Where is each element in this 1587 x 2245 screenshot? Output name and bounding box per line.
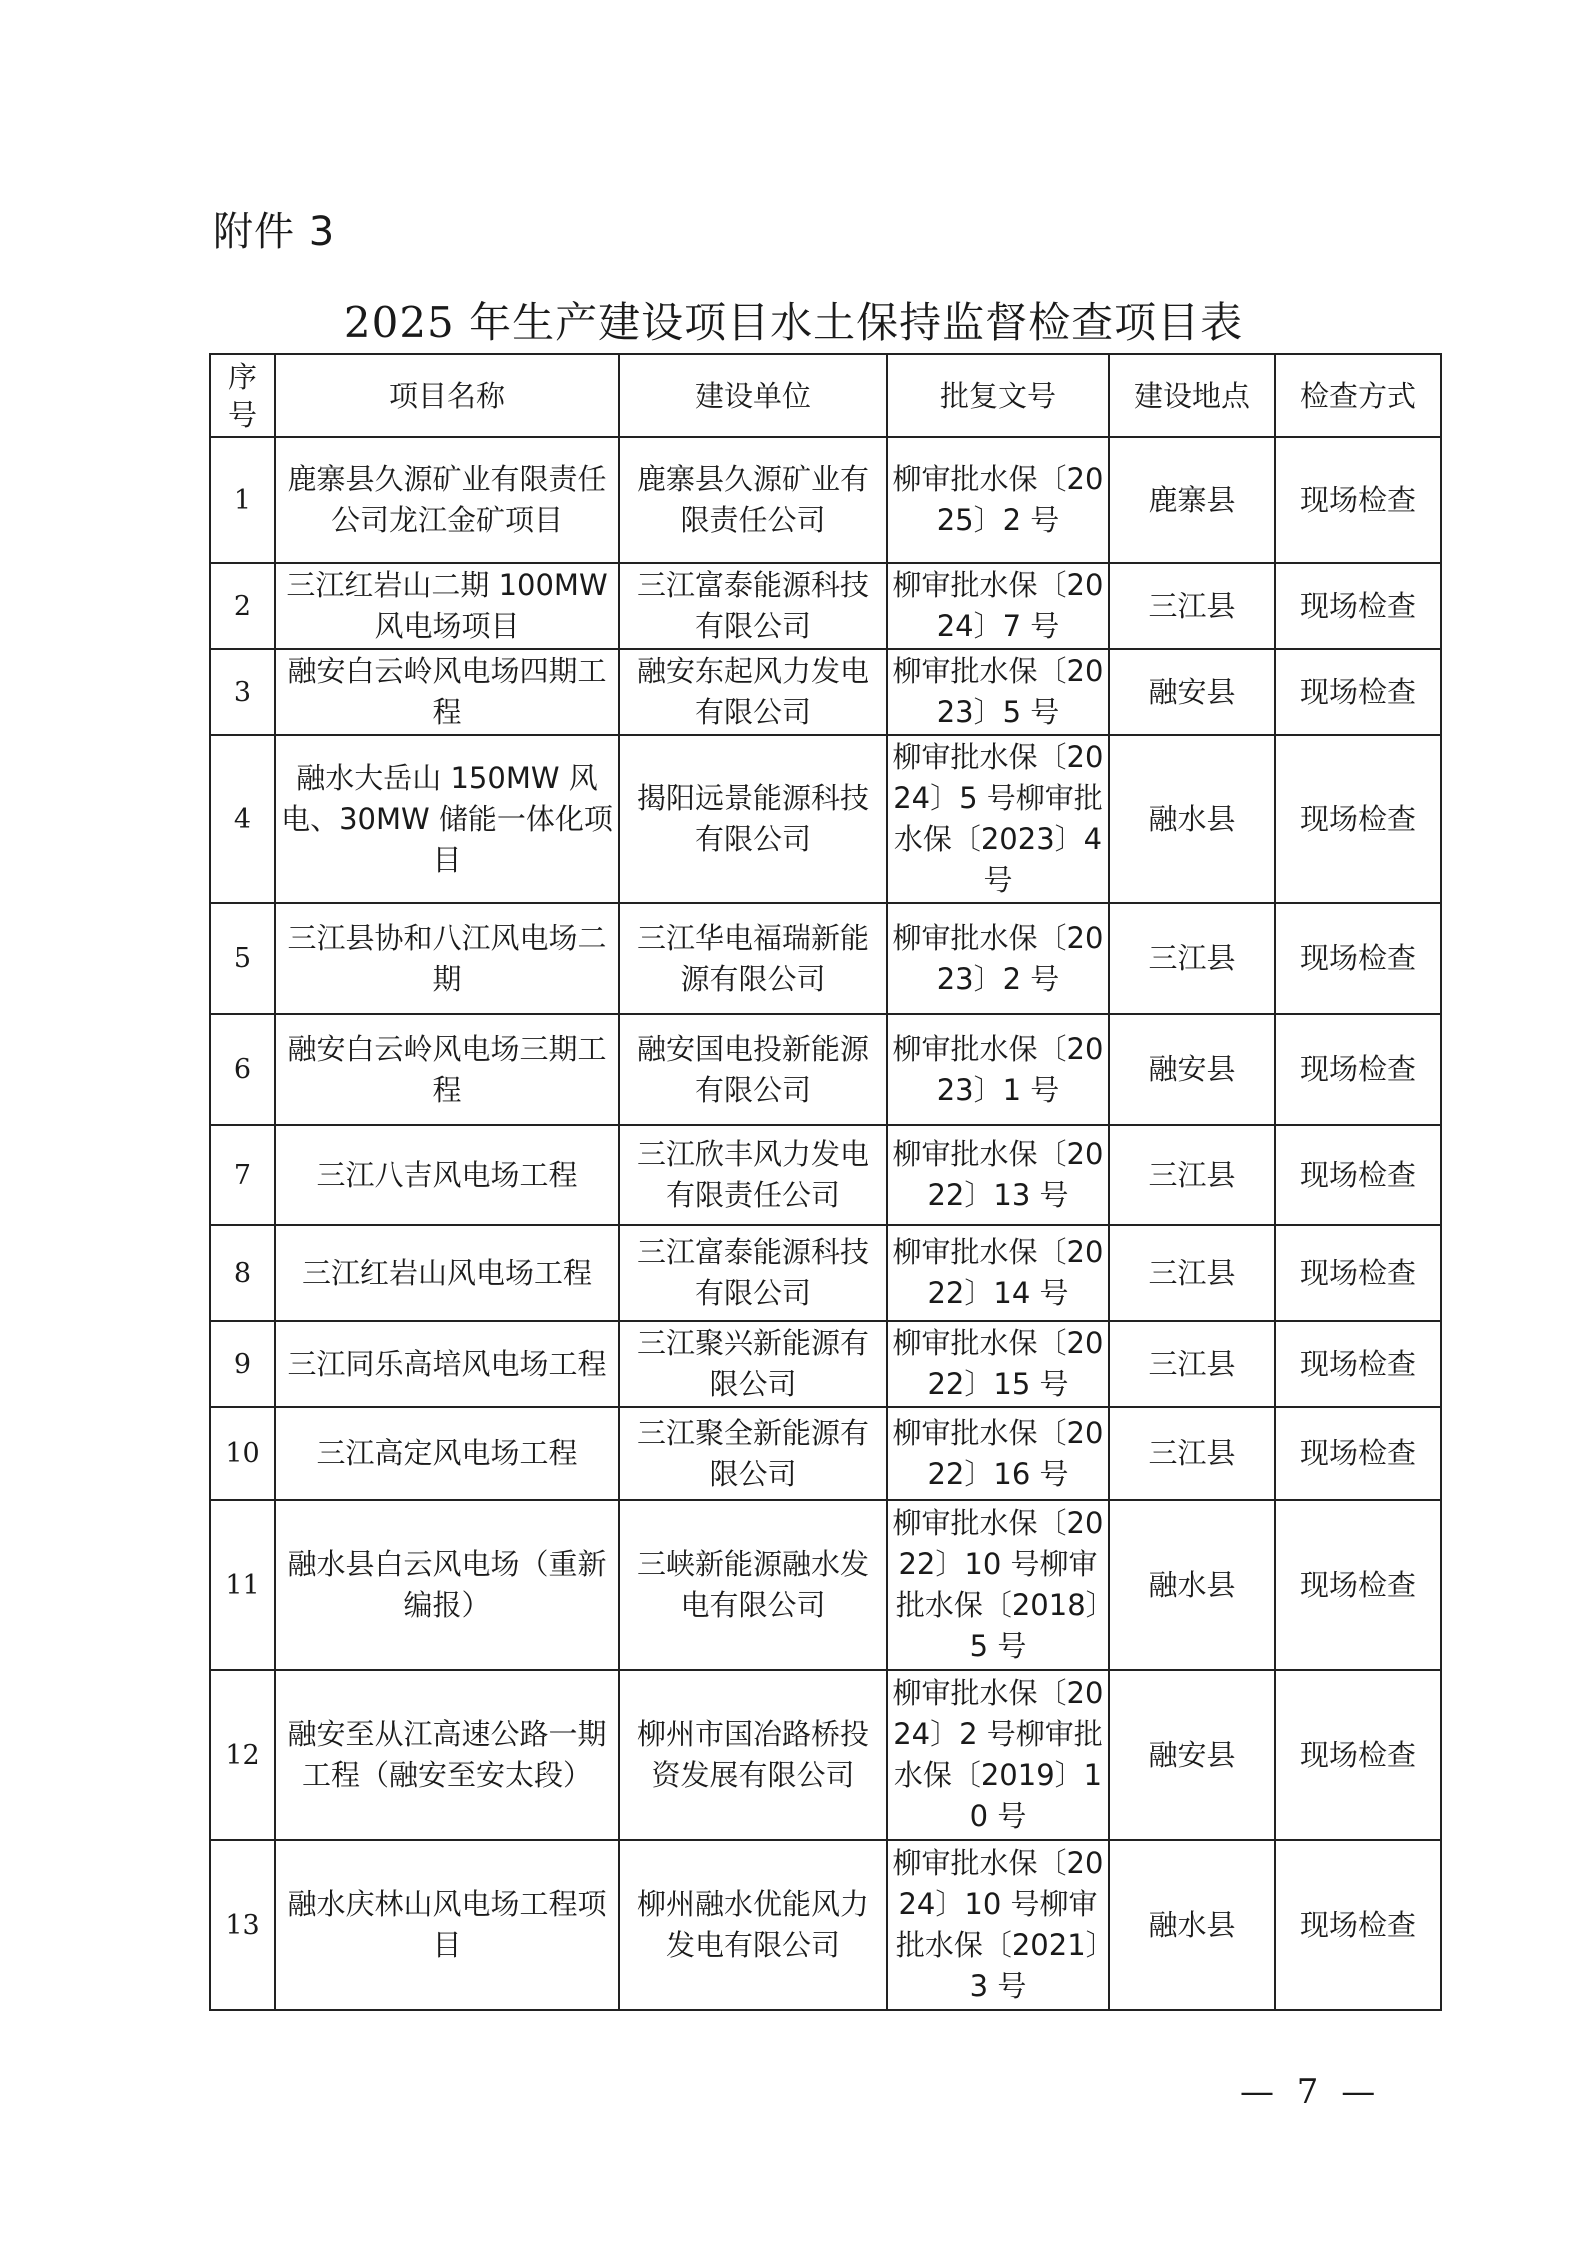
page-number: — 7 — bbox=[1240, 2072, 1382, 2112]
table-row bbox=[210, 563, 1441, 649]
row-location: 融安县 bbox=[1109, 649, 1275, 735]
header-construction-unit: 建设单位 bbox=[619, 354, 887, 437]
row-no: 3 bbox=[210, 649, 275, 735]
row-inspection-method: 现场检查 bbox=[1275, 903, 1441, 1014]
row-construction-unit: 三江华电福瑞新能源有限公司 bbox=[619, 903, 887, 1014]
row-inspection-method: 现场检查 bbox=[1275, 1840, 1441, 2010]
row-inspection-method: 现场检查 bbox=[1275, 1670, 1441, 1840]
row-project-name: 融安白云岭风电场四期工程 bbox=[275, 649, 619, 735]
table-row bbox=[210, 1014, 1441, 1125]
table-row bbox=[210, 649, 1441, 735]
row-inspection-method: 现场检查 bbox=[1275, 1500, 1441, 1670]
row-inspection-method: 现场检查 bbox=[1275, 1321, 1441, 1407]
row-location: 融安县 bbox=[1109, 1670, 1275, 1840]
row-approval-number: 柳审批水保〔2022〕15 号 bbox=[887, 1321, 1109, 1407]
header-project-name: 项目名称 bbox=[275, 354, 619, 437]
row-construction-unit: 鹿寨县久源矿业有限责任公司 bbox=[619, 437, 887, 563]
row-construction-unit: 三江欣丰风力发电有限责任公司 bbox=[619, 1125, 887, 1225]
row-approval-number: 柳审批水保〔2023〕2 号 bbox=[887, 903, 1109, 1014]
row-project-name: 融安白云岭风电场三期工程 bbox=[275, 1014, 619, 1125]
table-row bbox=[210, 1125, 1441, 1225]
row-construction-unit: 三江富泰能源科技有限公司 bbox=[619, 1225, 887, 1321]
row-no: 7 bbox=[210, 1125, 275, 1225]
attachment-label: 附件 3 bbox=[213, 209, 336, 255]
header-inspection-method: 检查方式 bbox=[1275, 354, 1441, 437]
row-project-name: 三江高定风电场工程 bbox=[275, 1407, 619, 1500]
row-no: 4 bbox=[210, 735, 275, 903]
row-location: 三江县 bbox=[1109, 1321, 1275, 1407]
row-construction-unit: 柳州市国冶路桥投资发展有限公司 bbox=[619, 1670, 887, 1840]
row-no: 5 bbox=[210, 903, 275, 1014]
row-project-name: 融水大岳山 150MW 风电、30MW 储能一体化项目 bbox=[275, 735, 619, 903]
row-location: 融水县 bbox=[1109, 735, 1275, 903]
row-inspection-method: 现场检查 bbox=[1275, 1407, 1441, 1500]
row-project-name: 三江红岩山风电场工程 bbox=[275, 1225, 619, 1321]
header-approval-number: 批复文号 bbox=[887, 354, 1109, 437]
table-row bbox=[210, 1407, 1441, 1500]
row-construction-unit: 三江富泰能源科技有限公司 bbox=[619, 563, 887, 649]
row-approval-number: 柳审批水保〔2024〕7 号 bbox=[887, 563, 1109, 649]
table-row bbox=[210, 1225, 1441, 1321]
row-location: 融水县 bbox=[1109, 1840, 1275, 2010]
document-title: 2025 年生产建设项目水土保持监督检查项目表 bbox=[343, 298, 1244, 347]
header-no: 序号 bbox=[210, 354, 275, 437]
row-inspection-method: 现场检查 bbox=[1275, 437, 1441, 563]
row-inspection-method: 现场检查 bbox=[1275, 735, 1441, 903]
table-header-row bbox=[210, 354, 1441, 437]
row-location: 融安县 bbox=[1109, 1014, 1275, 1125]
row-approval-number: 柳审批水保〔2025〕2 号 bbox=[887, 437, 1109, 563]
row-construction-unit: 融安国电投新能源有限公司 bbox=[619, 1014, 887, 1125]
row-approval-number: 柳审批水保〔2022〕10 号柳审批水保〔2018〕5 号 bbox=[887, 1500, 1109, 1670]
project-table bbox=[209, 353, 1442, 2011]
row-location: 三江县 bbox=[1109, 903, 1275, 1014]
row-location: 鹿寨县 bbox=[1109, 437, 1275, 563]
row-no: 6 bbox=[210, 1014, 275, 1125]
row-approval-number: 柳审批水保〔2022〕16 号 bbox=[887, 1407, 1109, 1500]
row-project-name: 三江红岩山二期 100MW 风电场项目 bbox=[275, 563, 619, 649]
row-location: 三江县 bbox=[1109, 1225, 1275, 1321]
row-project-name: 三江八吉风电场工程 bbox=[275, 1125, 619, 1225]
row-location: 三江县 bbox=[1109, 1407, 1275, 1500]
row-approval-number: 柳审批水保〔2022〕14 号 bbox=[887, 1225, 1109, 1321]
row-no: 12 bbox=[210, 1670, 275, 1840]
table-row bbox=[210, 1670, 1441, 1840]
table-row bbox=[210, 1500, 1441, 1670]
table-row bbox=[210, 735, 1441, 903]
row-approval-number: 柳审批水保〔2023〕5 号 bbox=[887, 649, 1109, 735]
row-inspection-method: 现场检查 bbox=[1275, 1014, 1441, 1125]
row-location: 融水县 bbox=[1109, 1500, 1275, 1670]
row-approval-number: 柳审批水保〔2024〕10 号柳审批水保〔2021〕3 号 bbox=[887, 1840, 1109, 2010]
row-no: 2 bbox=[210, 563, 275, 649]
row-inspection-method: 现场检查 bbox=[1275, 1125, 1441, 1225]
row-inspection-method: 现场检查 bbox=[1275, 563, 1441, 649]
row-inspection-method: 现场检查 bbox=[1275, 1225, 1441, 1321]
row-construction-unit: 三江聚兴新能源有限公司 bbox=[619, 1321, 887, 1407]
row-no: 10 bbox=[210, 1407, 275, 1500]
row-no: 8 bbox=[210, 1225, 275, 1321]
header-location: 建设地点 bbox=[1109, 354, 1275, 437]
row-location: 三江县 bbox=[1109, 563, 1275, 649]
row-project-name: 三江同乐高培风电场工程 bbox=[275, 1321, 619, 1407]
row-approval-number: 柳审批水保〔2023〕1 号 bbox=[887, 1014, 1109, 1125]
row-construction-unit: 揭阳远景能源科技有限公司 bbox=[619, 735, 887, 903]
row-project-name: 融安至从江高速公路一期工程（融安至安太段） bbox=[275, 1670, 619, 1840]
row-approval-number: 柳审批水保〔2024〕5 号柳审批水保〔2023〕4 号 bbox=[887, 735, 1109, 903]
row-no: 1 bbox=[210, 437, 275, 563]
table-row bbox=[210, 903, 1441, 1014]
row-location: 三江县 bbox=[1109, 1125, 1275, 1225]
row-no: 11 bbox=[210, 1500, 275, 1670]
table-row bbox=[210, 1321, 1441, 1407]
row-approval-number: 柳审批水保〔2024〕2 号柳审批水保〔2019〕10 号 bbox=[887, 1670, 1109, 1840]
row-construction-unit: 融安东起风力发电有限公司 bbox=[619, 649, 887, 735]
table-row bbox=[210, 1840, 1441, 2010]
row-inspection-method: 现场检查 bbox=[1275, 649, 1441, 735]
row-project-name: 融水县白云风电场（重新编报） bbox=[275, 1500, 619, 1670]
row-project-name: 融水庆林山风电场工程项目 bbox=[275, 1840, 619, 2010]
row-construction-unit: 三江聚全新能源有限公司 bbox=[619, 1407, 887, 1500]
row-approval-number: 柳审批水保〔2022〕13 号 bbox=[887, 1125, 1109, 1225]
row-no: 13 bbox=[210, 1840, 275, 2010]
row-project-name: 三江县协和八江风电场二期 bbox=[275, 903, 619, 1014]
row-construction-unit: 柳州融水优能风力发电有限公司 bbox=[619, 1840, 887, 2010]
row-project-name: 鹿寨县久源矿业有限责任公司龙江金矿项目 bbox=[275, 437, 619, 563]
row-construction-unit: 三峡新能源融水发电有限公司 bbox=[619, 1500, 887, 1670]
table-row bbox=[210, 437, 1441, 563]
row-no: 9 bbox=[210, 1321, 275, 1407]
